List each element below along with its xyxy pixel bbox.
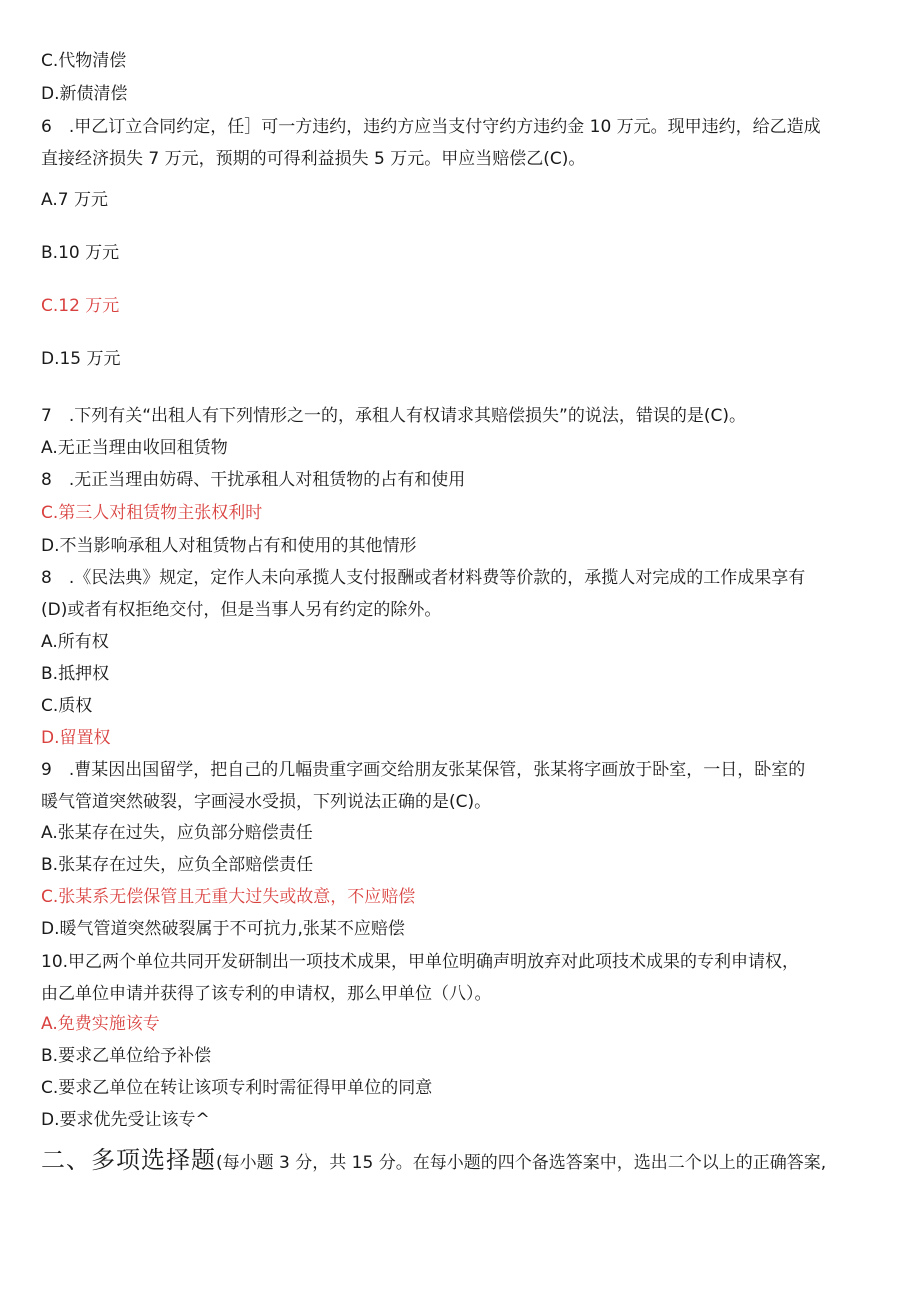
question-7-line-1: 7 .下列有关“出租人有下列情形之一的，承租人有权请求其赔偿损失”的说法，错误的是(C)。 xyxy=(41,406,746,426)
section-heading-multiple-choice xyxy=(41,1144,826,1179)
question-8-option-b: B.抵押权 xyxy=(41,664,110,684)
section-title: 二、多项选择题 xyxy=(41,1146,216,1174)
question-10-line-2: 由乙单位申请并获得了该专利的申请权，那么甲单位（八）。 xyxy=(41,984,492,1004)
question-7-option-c-answer: C.第三人对租赁物主张权利时 xyxy=(41,503,263,523)
question-10-option-c: C.要求乙单位在转让该项专利时需征得甲单位的同意 xyxy=(41,1078,433,1098)
question-6-line-1: 6 .甲乙订立合同约定，任］可一方违约，违约方应当支付守约方违约金 10 万元。现甲违约，给乙造成 xyxy=(41,117,821,137)
question-9-option-b: B.张某存在过失，应负全部赔偿责任 xyxy=(41,855,314,875)
question-6-line-2: 直接经济损失 7 万元，预期的可得利益损失 5 万元。甲应当赔偿乙(C)。 xyxy=(41,149,586,169)
question-8-line-1: 8 .《民法典》规定，定作人未向承揽人支付报酬或者材料费等价款的，承揽人对完成的工作成果享有 xyxy=(41,568,806,588)
option-d-novation: D.新债清偿 xyxy=(41,84,128,104)
question-8-option-d-answer: D.留置权 xyxy=(41,728,111,748)
question-8-option-a: A.所有权 xyxy=(41,632,109,652)
question-7-option-a: A.无正当理由收回租赁物 xyxy=(41,438,228,458)
question-10-option-a-answer: A.免费实施该专 xyxy=(41,1014,160,1034)
question-8-option-c: C.质权 xyxy=(41,696,93,716)
question-10-option-b: B.要求乙单位给予补偿 xyxy=(41,1046,212,1066)
question-7-option-b: 8 .无正当理由妨碍、干扰承租人对租赁物的占有和使用 xyxy=(41,470,466,490)
question-6-option-d: D.15 万元 xyxy=(41,349,121,369)
question-6-option-a: A.7 万元 xyxy=(41,190,108,210)
option-c-substitute-performance: C.代物清偿 xyxy=(41,51,127,71)
question-6-option-b: B.10 万元 xyxy=(41,243,120,263)
question-9-option-d: D.暖气管道突然破裂属于不可抗力,张某不应赔偿 xyxy=(41,919,405,939)
question-10-option-d: D.要求优先受让该专^ xyxy=(41,1110,210,1130)
question-9-option-a: A.张某存在过失，应负部分赔偿责任 xyxy=(41,823,313,843)
question-10-line-1: 10.甲乙两个单位共同开发研制出一项技术成果，甲单位明确声明放弃对此项技术成果的专利申请权， xyxy=(41,952,800,972)
question-9-line-1: 9 .曹某因出国留学，把自己的几幅贵重字画交给朋友张某保管，张某将字画放于卧室，一日，卧室的 xyxy=(41,760,806,780)
section-instructions: (每小题 3 分，共 15 分。在每小题的四个备选答案中，选出二个以上的正确答案, xyxy=(216,1153,827,1173)
question-6-option-c-answer: C.12 万元 xyxy=(41,296,120,316)
question-7-option-d: D.不当影响承租人对租赁物占有和使用的其他情形 xyxy=(41,536,417,556)
question-9-option-c-answer: C.张某系无偿保管且无重大过失或故意，不应赔偿 xyxy=(41,887,416,907)
question-8-line-2: (D)或者有权拒绝交付，但是当事人另有约定的除外。 xyxy=(41,600,442,620)
question-9-line-2: 暖气管道突然破裂，字画浸水受损，下列说法正确的是(C)。 xyxy=(41,792,492,812)
